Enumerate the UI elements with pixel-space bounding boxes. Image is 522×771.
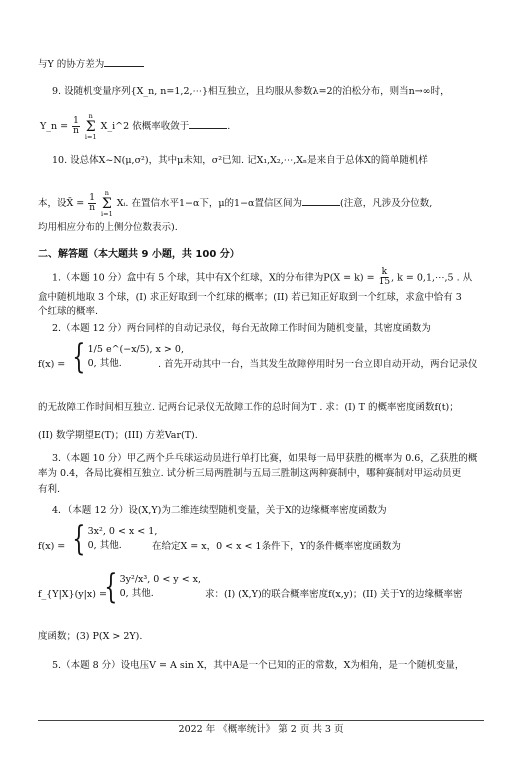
p1-line1: 1.（本题 10 分）盒中有 5 个球，其中有X个红球，X的分布律为P(X = k) = $\frac{k}{15}$ , k = 0,1,⋯,5 . 从 xyxy=(52,267,473,288)
q10-line1: 10. 设总体X~N(μ,σ²)，其中μ未知，σ²已知. 记X₁,X₂,⋯,Xₙ是来自于总体X的简单随机样 xyxy=(52,155,428,166)
p3-line1: 3.（本题 10 分）甲乙两个乒乓球运动员进行单打比赛，如果每一局甲获胜的概率为 0.6，乙获胜的概 xyxy=(52,453,478,464)
sum-symbol: n Σ i=1 xyxy=(84,112,97,141)
p4-after: 在给定X = x，0 < x < 1条件下，Y的条件概率密度函数为 xyxy=(152,541,401,552)
p4-conditional-piecewise: { 3y²/x³, 0 < y < x, 0, 其他. xyxy=(104,567,202,607)
p2-line3: 的无故障工作时间相互独立. 记两台记录仪无故障工作的总时间为T . 求：(I) T 的概率密度函数f(t)； xyxy=(38,402,459,413)
section-heading: 二、解答题（本大题共 9 小题，共 100 分） xyxy=(38,249,240,260)
footer-rule xyxy=(38,720,484,721)
p3-line3: 有利. xyxy=(38,484,61,495)
fraction: $\frac{k}{15}$ xyxy=(378,267,391,288)
q10-line2: 本，设X̄ = $\frac{1}{n}$ n Σ i=1 Xᵢ. 在置信水平1−α下，μ的1−α置信区间为 (注意，凡涉及分位数, xyxy=(38,189,433,218)
p4-g-lhs: f_{Y|X}(y|x) = xyxy=(38,589,107,600)
answer-blank[interactable] xyxy=(302,195,340,206)
p2-piecewise: { 1/5 e^(−x/5), x > 0, 0, 其他. xyxy=(72,337,184,377)
p4-line-last: 度函数；(3) P(X > 2Y). xyxy=(38,631,143,642)
p4-f-lhs: f(x) = xyxy=(38,541,66,552)
p4-piecewise: { 3x², 0 < x < 1, 0, 其他. xyxy=(72,519,158,559)
fraction: $\frac{1}{n}$ xyxy=(73,115,79,136)
page-footer: 2022 年 《概率统计》 第 2 页 共 3 页 xyxy=(178,724,344,735)
q9-line2: Y_n = $\frac{1}{n}$ n Σ i=1 X_i^2 依概率收敛于 . xyxy=(40,112,231,141)
p4-line1: 4．（本题 12 分）设(X,Y)为二维连续型随机变量，关于X的边缘概率密度函数为 xyxy=(52,505,387,516)
p2-f-lhs: f(x) = xyxy=(38,359,66,370)
answer-blank[interactable] xyxy=(189,118,227,129)
q9-line1: 9. 设随机变量序列{X_n, n=1,2,⋯}相互独立，且均服从参数λ=2的泊松分布，则当n→∞时， xyxy=(52,86,450,97)
p2-line1: 2.（本题 12 分）两台同样的自动记录仪，每台无故障工作时间为随机变量，其密度函数为 xyxy=(52,323,431,334)
p3-line2: 率为 0.4，各局比赛相互独立. 试分析三局两胜制与五局三胜制这两种赛制中，哪种赛制对甲运动员更 xyxy=(38,468,462,479)
p1-line2: 盒中随机地取 3 个球，(I) 求正好取到一个红球的概率；(II) 若已知正好取到一个红球，求盒中恰有 3 xyxy=(38,292,462,303)
p2-line4: (II) 数学期望E(T)；(III) 方差Var(T). xyxy=(38,430,198,441)
sum-symbol: n Σ i=1 xyxy=(101,189,113,218)
q10-line3: 均用相应分布的上侧分位数表示). xyxy=(38,222,178,233)
p2-after: . 首先开动其中一台，当其发生故障停用时另一台立即自动开动，两台记录仪 xyxy=(158,359,478,370)
answer-blank[interactable] xyxy=(104,56,144,67)
p4-g-after: 求：(I) (X,Y)的联合概率密度f(x,y)；(II) 关于Y的边缘概率密 xyxy=(205,589,463,600)
p5-line1: 5.（本题 8 分）设电压V = A sin X，其中A是一个已知的正的常数，X为相角，是一个随机变量， xyxy=(52,660,465,671)
fraction: $\frac{1}{n}$ xyxy=(89,192,96,213)
q8-tail: 与Y 的协方差为 xyxy=(38,56,144,72)
p1-line3: 个红球的概率. xyxy=(38,306,99,317)
